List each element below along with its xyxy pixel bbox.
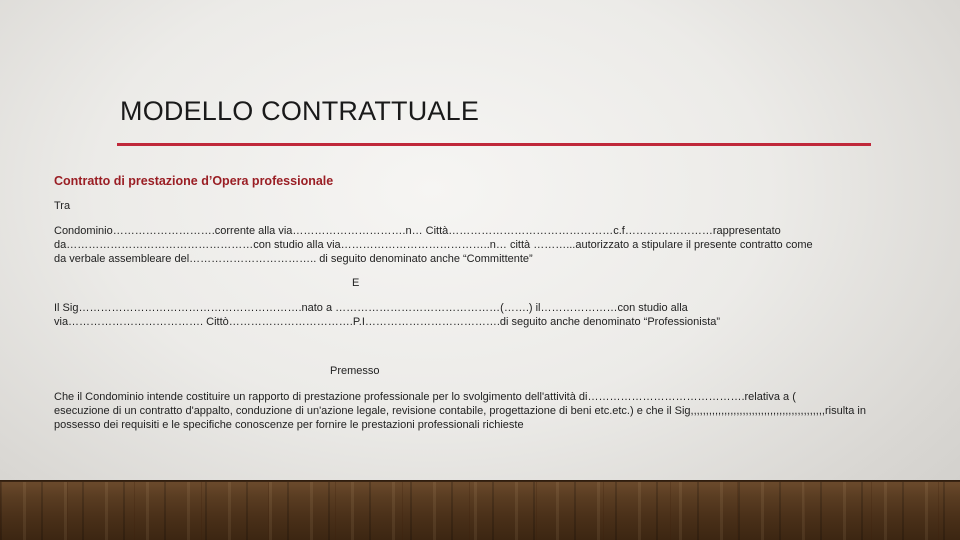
sig-line: Il Sig…………………………………………………….nato a ………………………………………(…….) il…………………con studio alla	[54, 302, 688, 314]
condominio-line: da verbale assembleare del…………………………….. di seguito denominato anche “Committente”	[54, 253, 533, 265]
e-separator: E	[352, 277, 360, 289]
premesso-line: possesso dei requisiti e le specifiche conoscenze per fornire le prestazioni professionali richieste	[54, 419, 524, 431]
sig-line: via………………………………. Cittò…………………………….P.I……………………………….di seguito anche denominato “Professionista”	[54, 316, 721, 328]
contract-subtitle: Contratto di prestazione d’Opera professionale	[54, 174, 334, 188]
premesso-heading: Premesso	[330, 365, 380, 377]
condominio-line: Condominio……………………….corrente alla via………………………….n… Città………………………………………c.f……………………rappresentato	[54, 225, 781, 237]
sig-block	[54, 301, 914, 329]
tra-label: Tra	[54, 200, 71, 212]
wooden-floor	[0, 482, 960, 540]
title-underline	[117, 143, 871, 146]
condominio-block	[54, 224, 914, 266]
condominio-line: da……………………………………………con studio alla via…………………………………..n… città ………...autorizzato a stipulare il presente contratto come	[54, 239, 813, 251]
slide-title: MODELLO CONTRATTUALE	[120, 96, 480, 126]
premesso-block	[54, 390, 914, 432]
premesso-line: Che il Condominio intende costituire un rapporto di prestazione professionale per lo svolgimento dell'attività di…………………………………….relativa a (	[54, 391, 796, 403]
premesso-line: esecuzione di un contratto d'appalto, conduzione di un'azione legale, revisione contabile, progettazione di beni etc.etc.) e che il Sig,,,,,,,,,,,,,,,,,,,,,,,,,,,,,,,,,,,,,,,,,,,,risulta in	[54, 405, 866, 417]
